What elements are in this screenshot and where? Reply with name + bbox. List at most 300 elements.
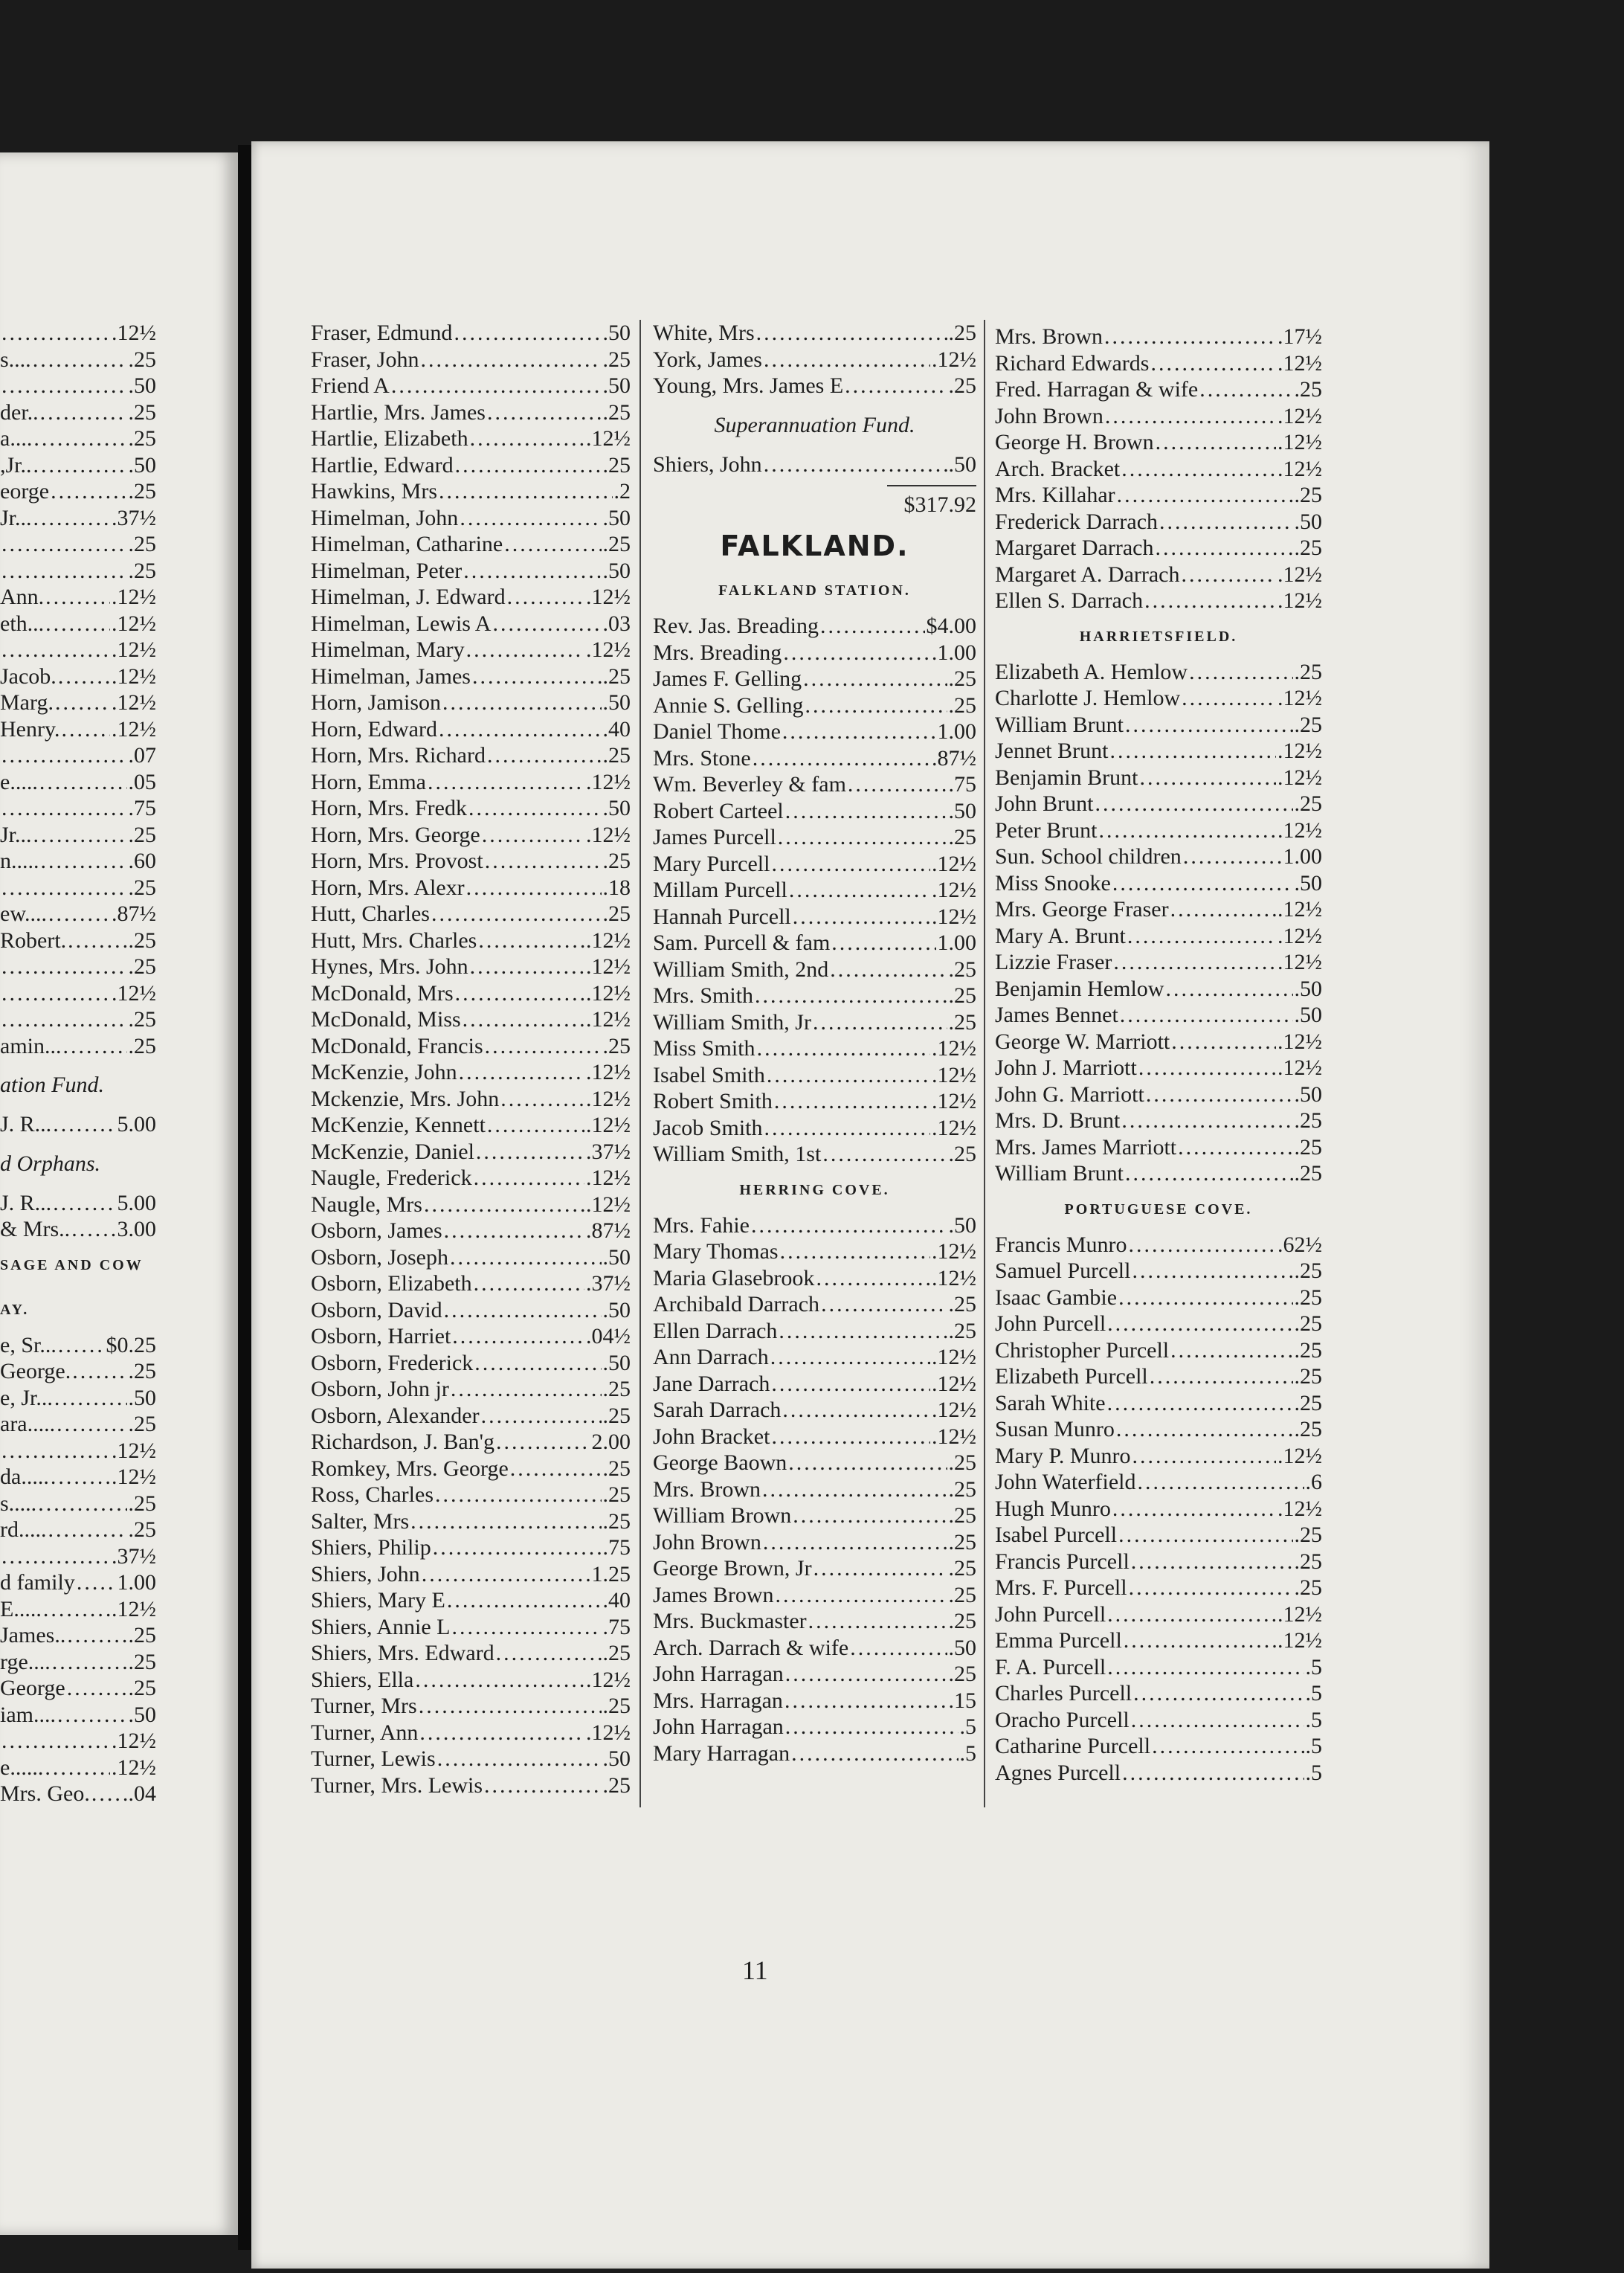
subscriber-name: Arch. Bracket	[995, 456, 1121, 481]
subscriber-name: Horn, Mrs. Fredk	[311, 796, 467, 820]
leader-dots	[1133, 1680, 1304, 1707]
leader-dots	[40, 399, 127, 426]
subscription-amount: .50	[602, 373, 631, 398]
subscription-entry	[653, 1529, 976, 1556]
subscription-amount: .12½	[1277, 686, 1322, 710]
subscription-entry	[995, 1285, 1322, 1311]
subscription-entry	[995, 1134, 1322, 1161]
subscription-entry	[311, 558, 631, 585]
subscriber-name: Mrs. Brown	[995, 324, 1103, 349]
subscription-entry	[0, 584, 156, 611]
subscription-entry	[311, 1640, 631, 1667]
subscriber-name: Benjamin Hemlow	[995, 976, 1164, 1001]
subscriber-name: Fred. Harragan & wife	[995, 377, 1199, 402]
subscriber-name: Shiers, John	[653, 451, 762, 477]
subscription-amount: .25	[1294, 536, 1322, 560]
leader-dots	[764, 347, 930, 373]
subscriber-name: Himelman, Catharine	[311, 532, 503, 556]
subscriber-name: Hugh Munro	[995, 1496, 1111, 1521]
subscription-amount: .12½	[112, 663, 156, 689]
leader-dots	[1, 954, 127, 980]
leader-dots	[45, 584, 110, 611]
leader-dots	[455, 452, 602, 479]
leader-dots	[492, 611, 601, 637]
leader-dots	[756, 320, 947, 347]
subscription-entry	[311, 1534, 631, 1561]
subscription-amount: .25	[1294, 1258, 1322, 1283]
subscription-entry	[0, 558, 156, 585]
subscriber-name: Mrs. Fahie	[653, 1212, 750, 1238]
leader-dots	[822, 1141, 947, 1168]
subscription-amount: .25	[1294, 1285, 1322, 1310]
subscription-entry	[995, 1363, 1322, 1390]
subscription-amount: $4.00	[926, 614, 976, 638]
subscription-amount: .50	[1294, 976, 1322, 1001]
subscription-entry	[0, 822, 156, 849]
leader-dots	[845, 373, 947, 399]
subscriber-name: Romkey, Mrs. George	[311, 1456, 509, 1481]
subscriber-name: John J. Marriott	[995, 1055, 1137, 1080]
subscriber-name: Hutt, Mrs. Charles	[311, 927, 477, 953]
subscription-entry	[995, 1575, 1322, 1601]
leader-dots	[52, 1649, 127, 1676]
subscription-entry	[995, 1707, 1322, 1734]
leader-dots	[62, 716, 110, 743]
subscriber-name: James..	[0, 1623, 66, 1647]
subscription-amount: .5	[959, 1714, 976, 1739]
subscription-entry	[995, 350, 1322, 377]
subscription-amount: .12½	[1277, 588, 1322, 613]
subscription-amount: .25	[602, 849, 631, 873]
subscriber-name: Miss Snooke	[995, 870, 1111, 896]
subscription-amount: .12½	[586, 927, 631, 953]
subscription-entry	[995, 482, 1322, 509]
subscription-entry	[311, 1165, 631, 1192]
subscriber-name: Sam. Purcell & fam	[653, 930, 831, 955]
subscription-entry	[653, 824, 976, 851]
subscription-entry	[995, 1601, 1322, 1628]
subscription-entry	[0, 347, 156, 373]
subscription-amount: .12½	[586, 1113, 631, 1137]
subscription-entry	[311, 875, 631, 901]
subscriber-name: der..	[0, 399, 39, 425]
leader-dots	[1, 980, 110, 1007]
leader-dots	[1132, 1443, 1276, 1470]
subscriber-name: Himelman, J. Edward	[311, 585, 506, 609]
subscriber-name: Lizzie Fraser	[995, 950, 1112, 974]
subscription-amount: .12½	[932, 1239, 976, 1264]
subscription-entry	[311, 1139, 631, 1166]
leader-dots	[422, 1561, 590, 1588]
subscription-amount: .12½	[932, 851, 976, 876]
subscriber-name: McDonald, Francis	[311, 1033, 483, 1058]
subscription-entry	[995, 535, 1322, 562]
subscription-amount: .12½	[112, 1438, 156, 1463]
subscription-amount: .12½	[1277, 350, 1322, 376]
subscriber-name: Millam Purcell	[653, 878, 787, 902]
subscription-entry	[653, 1476, 976, 1503]
leader-dots	[1150, 1363, 1293, 1390]
leader-dots	[468, 795, 602, 822]
subscription-entry	[0, 1491, 156, 1517]
leader-dots	[91, 1781, 127, 1807]
subscription-entry	[653, 1608, 976, 1635]
subscription-entry	[0, 1111, 156, 1138]
subscription-entry	[311, 1508, 631, 1535]
subscriber-name: Mrs. James Marriott	[995, 1134, 1177, 1160]
subscription-amount: .87½	[112, 901, 156, 926]
leader-dots	[1107, 1601, 1276, 1628]
subscription-amount: .25	[1294, 1108, 1322, 1133]
subscriber-name: Francis Munro	[995, 1232, 1127, 1257]
subscription-entry	[0, 875, 156, 901]
subscriber-name: Archibald Darrach	[653, 1292, 820, 1316]
subscription-entry	[311, 505, 631, 532]
subscription-entry	[311, 1587, 631, 1614]
section-heading: FALKLAND STATION.	[718, 582, 911, 599]
leader-dots	[1, 1543, 110, 1570]
subscription-amount: .25	[948, 825, 976, 849]
subscription-entry	[311, 425, 631, 452]
subscription-amount: .5	[959, 1740, 976, 1766]
subscription-entry	[653, 745, 976, 772]
subscriber-name: Margaret A. Darrach	[995, 562, 1180, 587]
subscriber-name: Horn, Mrs. Richard	[311, 743, 486, 768]
leader-dots	[485, 848, 602, 875]
leader-dots	[71, 1216, 115, 1243]
subscription-amount: .25	[1294, 1364, 1322, 1389]
leader-dots	[48, 901, 110, 927]
subscription-entry	[0, 1569, 156, 1596]
leader-dots	[474, 1165, 584, 1192]
leader-dots	[466, 637, 584, 663]
subscription-amount: .50	[602, 1244, 631, 1270]
subscription-amount: .25	[602, 1033, 631, 1058]
leader-dots	[764, 1115, 931, 1142]
subscriber-name: s....	[0, 347, 31, 372]
subscription-entry	[0, 1411, 156, 1438]
leader-dots	[487, 1112, 584, 1139]
leader-dots	[779, 1318, 947, 1345]
leader-dots	[771, 1371, 930, 1398]
subscription-entry	[0, 1622, 156, 1649]
leader-dots	[767, 1062, 930, 1089]
subscriber-name: Ann.	[0, 585, 45, 609]
subscriber-name: Shiers, Philip	[311, 1535, 431, 1560]
subscription-entry	[311, 1561, 631, 1588]
subscription-amount: .50	[602, 1350, 631, 1375]
subscriber-name: Jr...	[0, 822, 32, 847]
leader-dots	[820, 613, 924, 640]
leader-dots	[500, 1086, 584, 1113]
subscription-amount: .03	[602, 611, 631, 636]
subscription-entry	[0, 716, 156, 743]
subscriber-name: William Smith, 1st	[653, 1142, 822, 1166]
subscription-amount: .50	[602, 1297, 631, 1322]
subscription-amount: .50	[948, 1635, 976, 1660]
leader-dots	[1109, 738, 1276, 765]
subscriber-name: iam....	[0, 1702, 56, 1727]
subscription-entry	[653, 798, 976, 825]
subscriber-name: Charlotte J. Hemlow	[995, 686, 1181, 710]
subscription-amount: .25	[128, 532, 156, 556]
leader-dots	[813, 1555, 947, 1582]
leader-dots	[1127, 923, 1276, 950]
subscriber-name: Maria Glasebrook	[653, 1265, 815, 1290]
subscriber-name: Jr...	[0, 505, 32, 530]
leader-dots	[439, 478, 613, 505]
subscription-amount: .25	[948, 1582, 976, 1607]
subscriber-name: Mary A. Brunt	[995, 923, 1126, 948]
subscriber-name: George H. Brown	[995, 430, 1154, 454]
subscriber-name: Mrs. Brown	[653, 1476, 761, 1502]
subscription-entry	[0, 1464, 156, 1491]
subscription-entry	[995, 949, 1322, 976]
subscription-amount: .25	[948, 1318, 976, 1343]
subscriber-name: Mrs. Geo.	[0, 1781, 90, 1806]
subscriber-name: Himelman, Lewis A	[311, 611, 492, 636]
subscription-entry	[995, 738, 1322, 765]
subscriber-name: William Brown	[653, 1503, 792, 1528]
leader-dots	[53, 1111, 115, 1138]
leader-dots	[33, 425, 126, 452]
subscriber-name: George	[0, 1676, 65, 1700]
subscription-entry	[311, 1746, 631, 1772]
subscriber-name: Hartlie, Mrs. James	[311, 399, 486, 425]
subscription-entry	[311, 1667, 631, 1694]
subscription-amount: .37½	[586, 1139, 631, 1164]
subscriber-name: John Purcell	[995, 1601, 1106, 1627]
subscriber-name: Hutt, Charles	[311, 901, 430, 926]
subscription-amount: .25	[602, 452, 631, 478]
subscription-amount: .5	[1305, 1734, 1322, 1758]
subscription-entry	[995, 1654, 1322, 1681]
subscription-entry	[0, 505, 156, 532]
subscription-amount: .12½	[586, 1667, 631, 1692]
subscription-entry	[653, 1450, 976, 1476]
subscriber-name: Salter, Mrs	[311, 1508, 410, 1534]
leader-dots	[1199, 376, 1292, 403]
subscriber-name: s.....	[0, 1491, 37, 1516]
subscription-entry	[311, 347, 631, 373]
subscription-entry	[995, 659, 1322, 686]
subscription-amount: 1.00	[937, 640, 976, 665]
subscriber-name: McKenzie, John	[311, 1060, 457, 1084]
subscription-amount: .12½	[1277, 456, 1322, 481]
leader-dots	[57, 1702, 127, 1729]
page-number: 11	[742, 1955, 768, 1985]
subscriber-name: amin...	[0, 1033, 62, 1058]
subscriber-name: ew....	[0, 901, 48, 926]
subscriber-name: Mrs. F. Purcell	[995, 1575, 1127, 1600]
leader-dots	[1, 1438, 110, 1465]
subscription-amount: .5	[1305, 1707, 1322, 1732]
subscriber-name: Young, Mrs. James E	[653, 373, 844, 398]
subscription-entry	[0, 1649, 156, 1676]
column-total: $317.92	[887, 485, 976, 524]
subscription-entry	[311, 1772, 631, 1799]
subscription-entry	[653, 1555, 976, 1582]
column-divider	[984, 320, 985, 1807]
subscription-entry	[0, 1755, 156, 1781]
subscription-entry	[311, 1192, 631, 1218]
leader-dots	[1, 1728, 110, 1755]
subscription-entry	[995, 1549, 1322, 1575]
leader-dots	[450, 1244, 602, 1271]
subscriber-name: & Mrs..	[0, 1217, 71, 1241]
leader-dots	[476, 1139, 584, 1166]
subscriber-name: e.....	[0, 769, 38, 794]
leader-dots	[1, 742, 127, 769]
leader-dots	[771, 851, 930, 878]
leader-dots	[788, 1450, 947, 1476]
leader-dots	[67, 1675, 127, 1702]
subscription-entry	[995, 1390, 1322, 1417]
subscription-amount: .12½	[112, 321, 156, 345]
leader-dots	[1146, 1081, 1293, 1108]
subscription-entry	[995, 817, 1322, 844]
subscription-amount: .25	[948, 1142, 976, 1166]
subscriber-name: Mrs. Killahar	[995, 483, 1115, 507]
subscription-amount: .12½	[586, 1086, 631, 1111]
subscription-amount: .12½	[586, 1166, 631, 1190]
subscription-entry	[995, 1760, 1322, 1787]
subscription-amount: .12½	[1277, 1443, 1322, 1468]
subscriber-name: James Bennet	[995, 1003, 1118, 1027]
subscription-entry	[311, 373, 631, 399]
section-heading: HARRIETSFIELD.	[1079, 628, 1238, 645]
subscription-entry	[0, 1675, 156, 1702]
subscriber-name: Ellen Darrach	[653, 1318, 778, 1343]
subscriber-name: Isabel Smith	[653, 1062, 765, 1087]
subscriber-name: Shiers, Mary E	[311, 1588, 445, 1613]
subscription-amount: .40	[602, 716, 631, 742]
leader-dots	[470, 954, 584, 980]
subscription-amount: .25	[128, 1649, 156, 1674]
subscriber-name: F. A. Purcell	[995, 1654, 1106, 1679]
subscription-entry	[311, 1244, 631, 1271]
leader-dots	[55, 689, 110, 716]
subscription-entry	[0, 320, 156, 347]
subscription-entry	[311, 848, 631, 875]
subscription-entry	[995, 1029, 1322, 1055]
subscriber-name: Shiers, Mrs. Edward	[311, 1641, 494, 1665]
subscription-entry	[0, 1596, 156, 1623]
subscriber-name: Frederick Darrach	[995, 509, 1159, 534]
subscriber-name: Emma Purcell	[995, 1628, 1122, 1653]
subscription-amount: .12½	[1277, 1628, 1322, 1653]
leader-dots	[751, 1212, 947, 1239]
subscription-amount: .12½	[112, 1755, 156, 1780]
subscription-amount: .25	[1294, 1523, 1322, 1547]
leader-dots	[33, 822, 127, 849]
subscriber-name: Fraser, Edmund	[311, 321, 453, 345]
subscription-amount: .75	[602, 1614, 631, 1639]
subscription-amount: .25	[948, 1609, 976, 1633]
subscriber-name: Jane Darrach	[653, 1371, 770, 1396]
subscription-entry	[0, 901, 156, 927]
leader-dots	[1144, 588, 1276, 614]
subscription-entry	[0, 1332, 156, 1359]
subscriber-name: Sarah White	[995, 1390, 1106, 1415]
subscription-entry	[0, 1438, 156, 1465]
subscription-amount: .25	[948, 1503, 976, 1528]
subscription-amount: .50	[602, 1746, 631, 1771]
subscription-entry	[995, 1055, 1322, 1081]
subscriber-name: Margaret Darrach	[995, 536, 1154, 560]
section-heading: PORTUGUESE COVE.	[1064, 1200, 1253, 1218]
subscription-entry	[995, 588, 1322, 614]
subscriber-name: William Smith, Jr	[653, 1009, 811, 1035]
subscriber-name: Oracho Purcell	[995, 1707, 1130, 1732]
subscription-amount: .2	[613, 479, 631, 504]
leader-dots	[33, 505, 110, 532]
subscription-entry	[311, 1297, 631, 1324]
subscription-amount: .25	[1294, 1390, 1322, 1415]
leader-dots	[43, 1596, 110, 1623]
subscription-amount: .12½	[586, 1192, 631, 1217]
subscription-amount: .5	[1305, 1760, 1322, 1785]
subscription-amount: 1.25	[591, 1561, 631, 1586]
subscriber-name: White, Mrs	[653, 321, 755, 345]
leader-dots	[428, 769, 584, 796]
leader-dots	[1156, 429, 1276, 456]
subscriber-name: Turner, Ann	[311, 1720, 419, 1745]
leader-dots	[793, 904, 930, 930]
leader-dots	[1159, 509, 1292, 536]
subscription-entry	[311, 1112, 631, 1139]
subscription-amount: .50	[602, 505, 631, 530]
subscription-entry	[311, 637, 631, 663]
leader-dots	[58, 663, 110, 690]
subscriber-name: Isabel Purcell	[995, 1523, 1118, 1547]
subscriber-name: Horn, Edward	[311, 716, 437, 742]
subscription-entry	[0, 742, 156, 769]
subscription-entry	[653, 851, 976, 878]
subscription-amount: .25	[1294, 1311, 1322, 1336]
subscription-entry	[653, 1291, 976, 1318]
subscription-amount: .25	[1294, 791, 1322, 816]
subscriber-name: George.	[0, 1359, 71, 1383]
leader-dots	[481, 1403, 602, 1430]
subscription-entry	[995, 324, 1322, 350]
subscription-entry	[995, 1160, 1322, 1187]
leader-dots	[1, 320, 110, 347]
subscription-amount: .12½	[586, 1720, 631, 1745]
subscriber-name: n.....	[0, 849, 39, 873]
subscription-amount: .40	[602, 1588, 631, 1613]
subscription-amount: .50	[948, 1212, 976, 1238]
subscriber-name: Osborn, John jr	[311, 1377, 449, 1401]
subscription-amount: .75	[602, 1535, 631, 1560]
subscription-entry	[995, 1337, 1322, 1364]
subscriber-name: James Purcell	[653, 825, 776, 849]
subscription-amount: .12½	[932, 1089, 976, 1113]
subscription-entry	[653, 930, 976, 957]
leader-dots	[764, 451, 947, 478]
subscriber-name: Robert.	[0, 927, 67, 953]
subscription-entry	[653, 1088, 976, 1115]
subscriber-name: e, Jr...	[0, 1385, 53, 1410]
subscription-amount: .12½	[1277, 562, 1322, 587]
subscriber-name: Himelman, Peter	[311, 558, 463, 583]
subscriber-name: Annie S. Gelling	[653, 692, 804, 718]
subscription-entry	[653, 718, 976, 745]
subscription-amount: .25	[1294, 1417, 1322, 1441]
subscription-entry	[0, 980, 156, 1007]
subscriber-name: Mrs. Stone	[653, 745, 751, 771]
subscription-amount: .25	[128, 1412, 156, 1436]
